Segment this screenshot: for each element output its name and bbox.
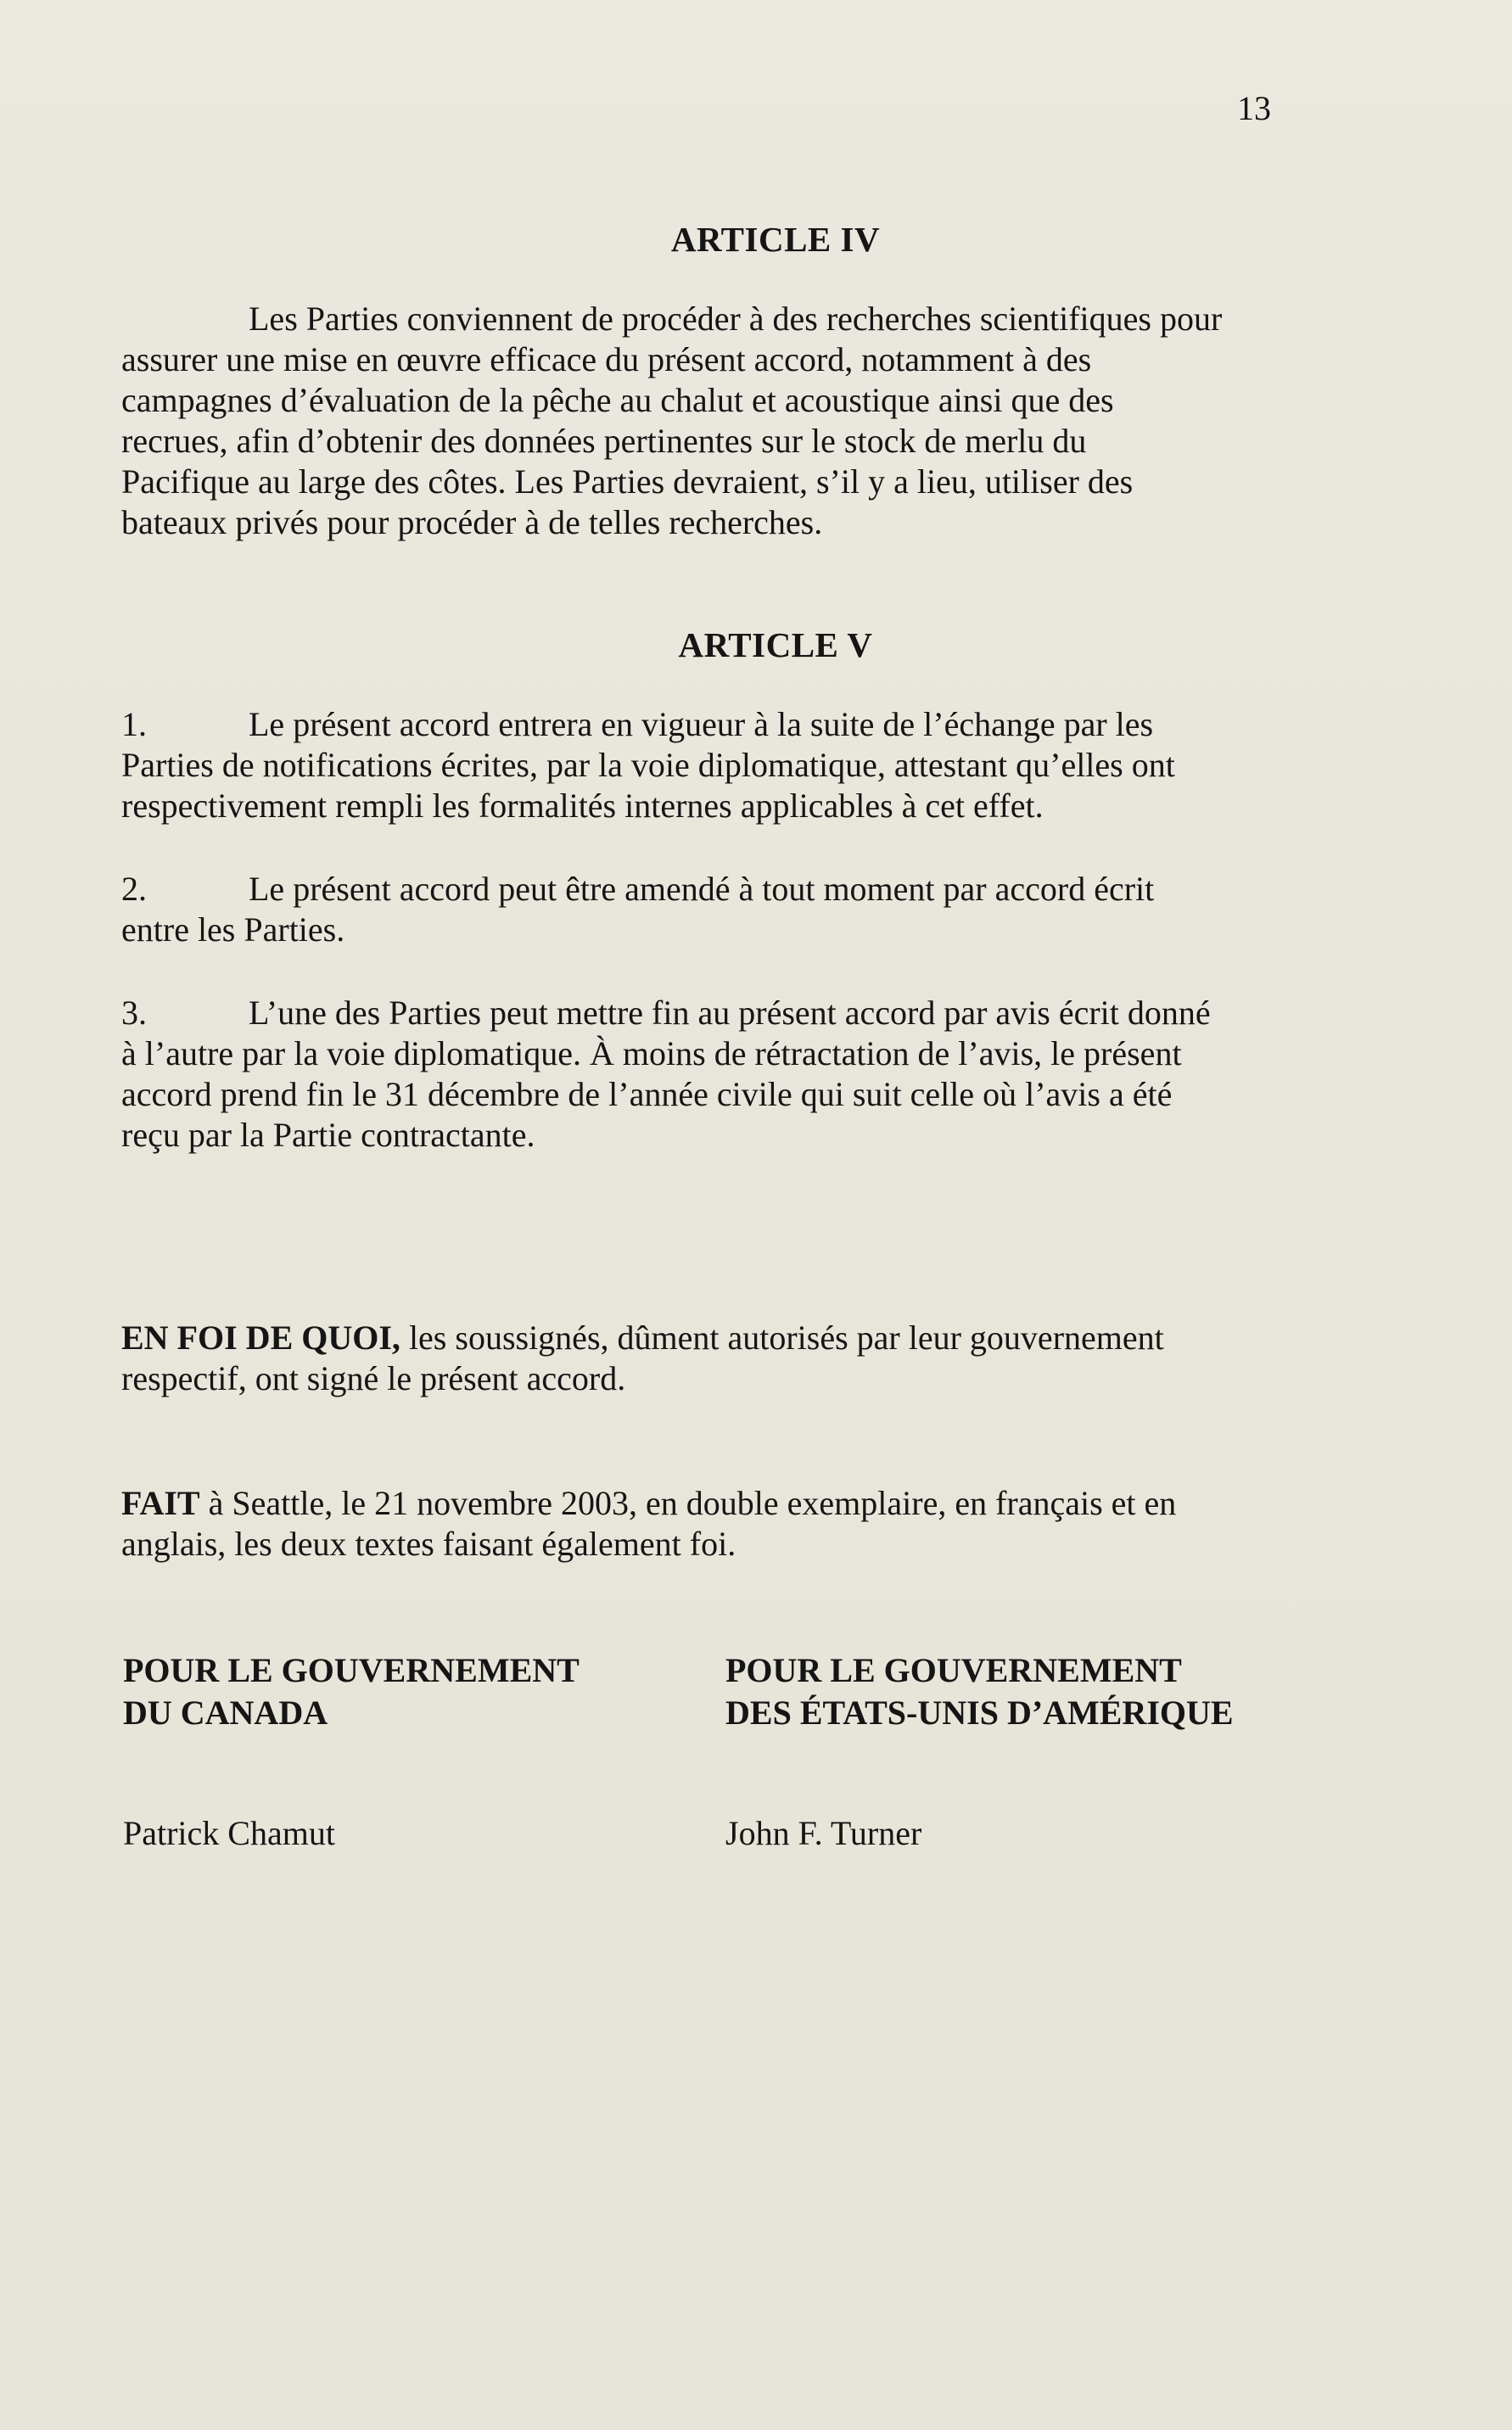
done-lead: FAIT <box>121 1484 200 1522</box>
signature-heading-line: POUR LE GOUVERNEMENT <box>725 1651 1182 1689</box>
text-line: 2. Le présent accord peut être amendé à tout moment par accord écrit <box>121 870 1155 908</box>
paragraph-number: 2. <box>121 870 147 908</box>
article-v-paragraph-3 <box>121 993 1280 1156</box>
text-line: assurer une mise en œuvre efficace du présent accord, notamment à des <box>121 340 1092 378</box>
text-line: anglais, les deux textes faisant également foi. <box>121 1525 736 1563</box>
paragraph-number: 3. <box>121 994 147 1032</box>
text-line: à l’autre par la voie diplomatique. À moins de rétractation de l’avis, le présent <box>121 1034 1182 1072</box>
text-line: accord prend fin le 31 décembre de l’année civile qui suit celle où l’avis a été <box>121 1075 1173 1113</box>
article-v-heading: ARTICLE V <box>678 625 873 664</box>
text-line: bateaux privés pour procéder à de telles recherches. <box>121 503 823 541</box>
article-v-paragraph-2 <box>121 869 1280 950</box>
text-line: entre les Parties. <box>121 910 345 949</box>
text-line: 1. Le présent accord entrera en vigueur à la suite de l’échange par les <box>121 705 1154 743</box>
text-line: FAIT à Seattle, le 21 novembre 2003, en double exemplaire, en français et en <box>121 1484 1177 1522</box>
signer-name-usa: John F. Turner <box>725 1814 922 1852</box>
article-iv-heading: ARTICLE IV <box>670 220 881 259</box>
page-number: 13 <box>1237 89 1271 127</box>
article-iv-paragraph <box>121 299 1280 543</box>
signature-block-canada <box>123 1649 580 1734</box>
text-line: reçu par la Partie contractante. <box>121 1116 535 1154</box>
text-line: respectif, ont signé le présent accord. <box>121 1359 626 1397</box>
signature-block-usa <box>725 1649 1234 1734</box>
witness-clause <box>121 1318 1280 1399</box>
witness-lead: EN FOI DE QUOI, <box>121 1319 400 1357</box>
text-line: recrues, afin d’obtenir des données pertinentes sur le stock de merlu du <box>121 422 1087 460</box>
text-line: 3. L’une des Parties peut mettre fin au présent accord par avis écrit donné <box>121 994 1211 1032</box>
signer-name-canada: Patrick Chamut <box>123 1814 335 1852</box>
paragraph-number: 1. <box>121 705 147 743</box>
signature-heading-line: DES ÉTATS-UNIS D’AMÉRIQUE <box>725 1694 1234 1732</box>
signature-heading-line: DU CANADA <box>123 1694 328 1732</box>
text-line: Les Parties conviennent de procéder à des recherches scientifiques pour <box>249 300 1223 338</box>
text-line: Pacifique au large des côtes. Les Parties devraient, s’il y a lieu, utiliser des <box>121 462 1134 501</box>
text-line: respectivement rempli les formalités internes applicables à cet effet. <box>121 787 1044 825</box>
text-line: Parties de notifications écrites, par la voie diplomatique, attestant qu’elles ont <box>121 746 1175 784</box>
text-line: EN FOI DE QUOI, les soussignés, dûment autorisés par leur gouvernement <box>121 1319 1164 1357</box>
signature-heading-line: POUR LE GOUVERNEMENT <box>123 1651 580 1689</box>
text-line: campagnes d’évaluation de la pêche au chalut et acoustique ainsi que des <box>121 381 1114 419</box>
article-v-paragraph-1 <box>121 704 1280 826</box>
done-at-clause <box>121 1483 1280 1565</box>
